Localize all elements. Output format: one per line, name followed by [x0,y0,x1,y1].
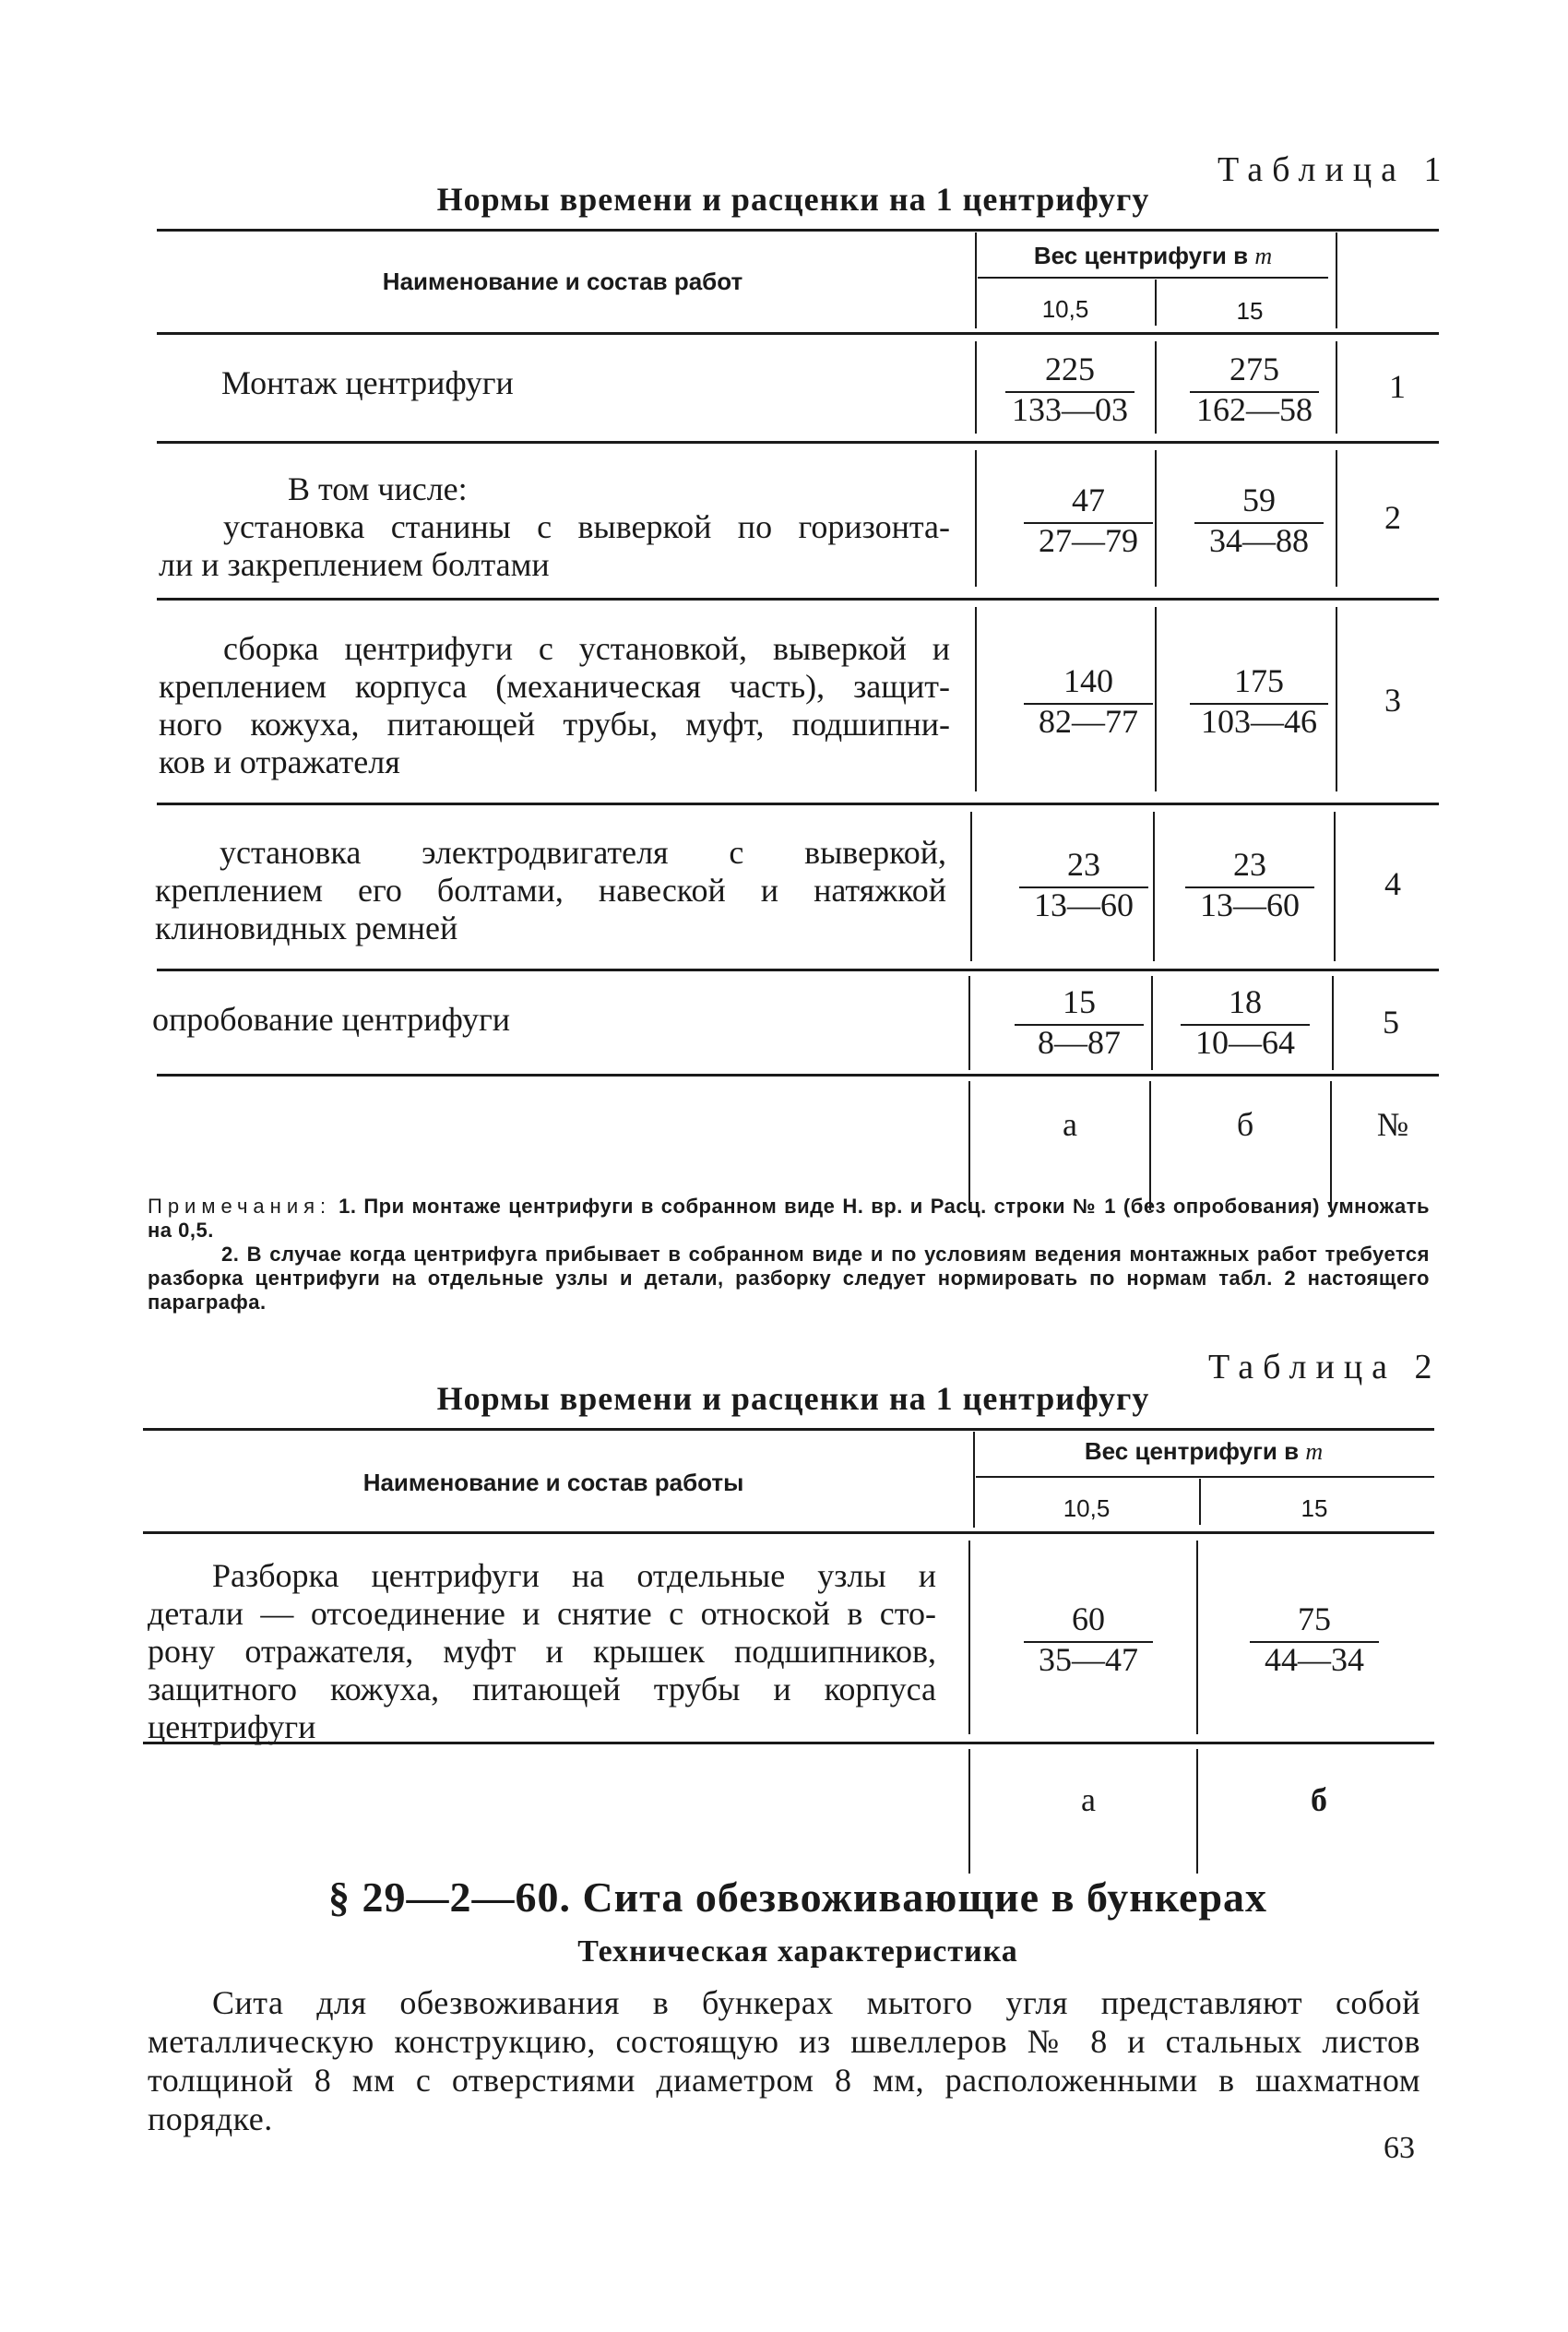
table2-header-weight: Вес центрифуги в т [1084,1437,1324,1465]
table1-top-rule [157,229,1439,232]
table1-row5-text: опробование центрифуги [152,1001,511,1038]
table1-header-weight [978,242,1328,270]
table1-row5-num: 5 [1383,1004,1399,1041]
table1-col3-line [1336,232,1337,328]
table2-row1-a: 60 35—47 [1024,1599,1153,1680]
table2-col-a-label: а [1081,1781,1096,1818]
table1-row1-a: 225 133—03 [1005,349,1134,430]
table1-row5-a: 15 8—87 [1015,982,1144,1063]
table1-col1-line [975,232,977,328]
table1-header-subrule [978,277,1328,279]
table1-row2-text: В том числе: установка станины с выверкой по горизонта- ли и закреплением болтами [159,470,950,583]
page-number: 63 [1384,2131,1415,2165]
table1-row1-b: 275 162—58 [1190,349,1319,430]
table1-row2-b: 59 34—88 [1194,480,1324,561]
table1-row3-text: сборка центрифуги с установкой, выверкой и креплением корпуса (механическая часть), защит- ного кожуха, питающей трубы, муфт, подшипни- ков и отражателя [159,630,950,780]
table1-col-num-label: № [1376,1106,1409,1143]
section-title: § 29—2—60. Сита обезвоживающие в бункерах [327,1874,1268,1921]
table1-row4-text: установка электродвигателя с выверкой, креплением его болтами, навеской и натяжкой клиновидных ремней [155,834,946,946]
table1-row4-a: 23 13—60 [1019,844,1148,925]
table1-col-b-label: б [1236,1106,1254,1143]
table2-row1-text: Разборка центрифуги на отдельные узлы и детали — отсоединение и снятие с отноской в сто- рону отражателя, муфт и крышек подшипников, защитного кожуха, питающей трубы и корпуса центрифуги [148,1557,936,1745]
table1-row4-num: 4 [1384,865,1401,902]
table2-row1-b: 75 44—34 [1250,1599,1379,1680]
note-2: 2. В случае когда центрифуга прибывает в собранном виде и по условиям ведения монтажных работ требуется разборка центрифуги на отдельные узлы и детали, разборку следует нормировать по нормам табл. 2 настоящего параграфа. [148,1243,1430,1314]
table1-row2-num: 2 [1384,499,1401,536]
table1-weight-a: 10,5 [1041,295,1089,323]
table1-row3-num: 3 [1384,682,1401,719]
table2-header-work: Наименование и состав работы [362,1469,744,1496]
section-paragraph: Сита для обезвоживания в бункерах мытого угля представляют собой металлическую конструкцию, состоящую из швеллеров № 8 и стальных листов толщиной 8 мм с отверстиями диаметром 8 мм, расположенными в шахматном порядке. [148,1984,1420,2137]
table1-row3-a: 140 82—77 [1024,660,1153,742]
table2-label: Таблица 2 [1208,1348,1442,1386]
table1-row1-text: Монтаж центрифуги [221,364,514,401]
table1-row2-a: 47 27—79 [1024,480,1153,561]
table1-title: Нормы времени и расценки на 1 центрифугу [436,181,1150,218]
notes [148,1195,1430,1315]
table1-header-weight-text: Вес центрифуги в т [1033,242,1273,269]
table2-weight-a: 10,5 [1063,1494,1111,1522]
table1-header-divider [1155,280,1157,326]
section-subtitle: Техническая характеристика [577,1934,1018,1969]
table1-label: Таблица 1 [1218,150,1451,189]
table1-weight-b: 15 [1236,297,1264,325]
table2-title: Нормы времени и расценки на 1 центрифугу [436,1380,1150,1417]
table1-row5-b: 18 10—64 [1181,982,1310,1063]
table1-header-work: Наименование и состав работ [382,268,743,295]
table1-header-rule [157,332,1439,335]
table1-row4-b: 23 13—60 [1185,844,1314,925]
table2-weight-b: 15 [1301,1494,1328,1522]
table1-col-a-label: а [1063,1106,1077,1143]
table1-row3-b: 175 103—46 [1190,660,1328,742]
table2-col-b-label: б [1311,1781,1327,1818]
table1-row1-num: 1 [1389,368,1406,405]
note-1: Примечания: 1. При монтаже центрифуги в собранном виде Н. вр. и Расц. строки № 1 (без опробования) умножать на 0,5. [148,1195,1430,1242]
